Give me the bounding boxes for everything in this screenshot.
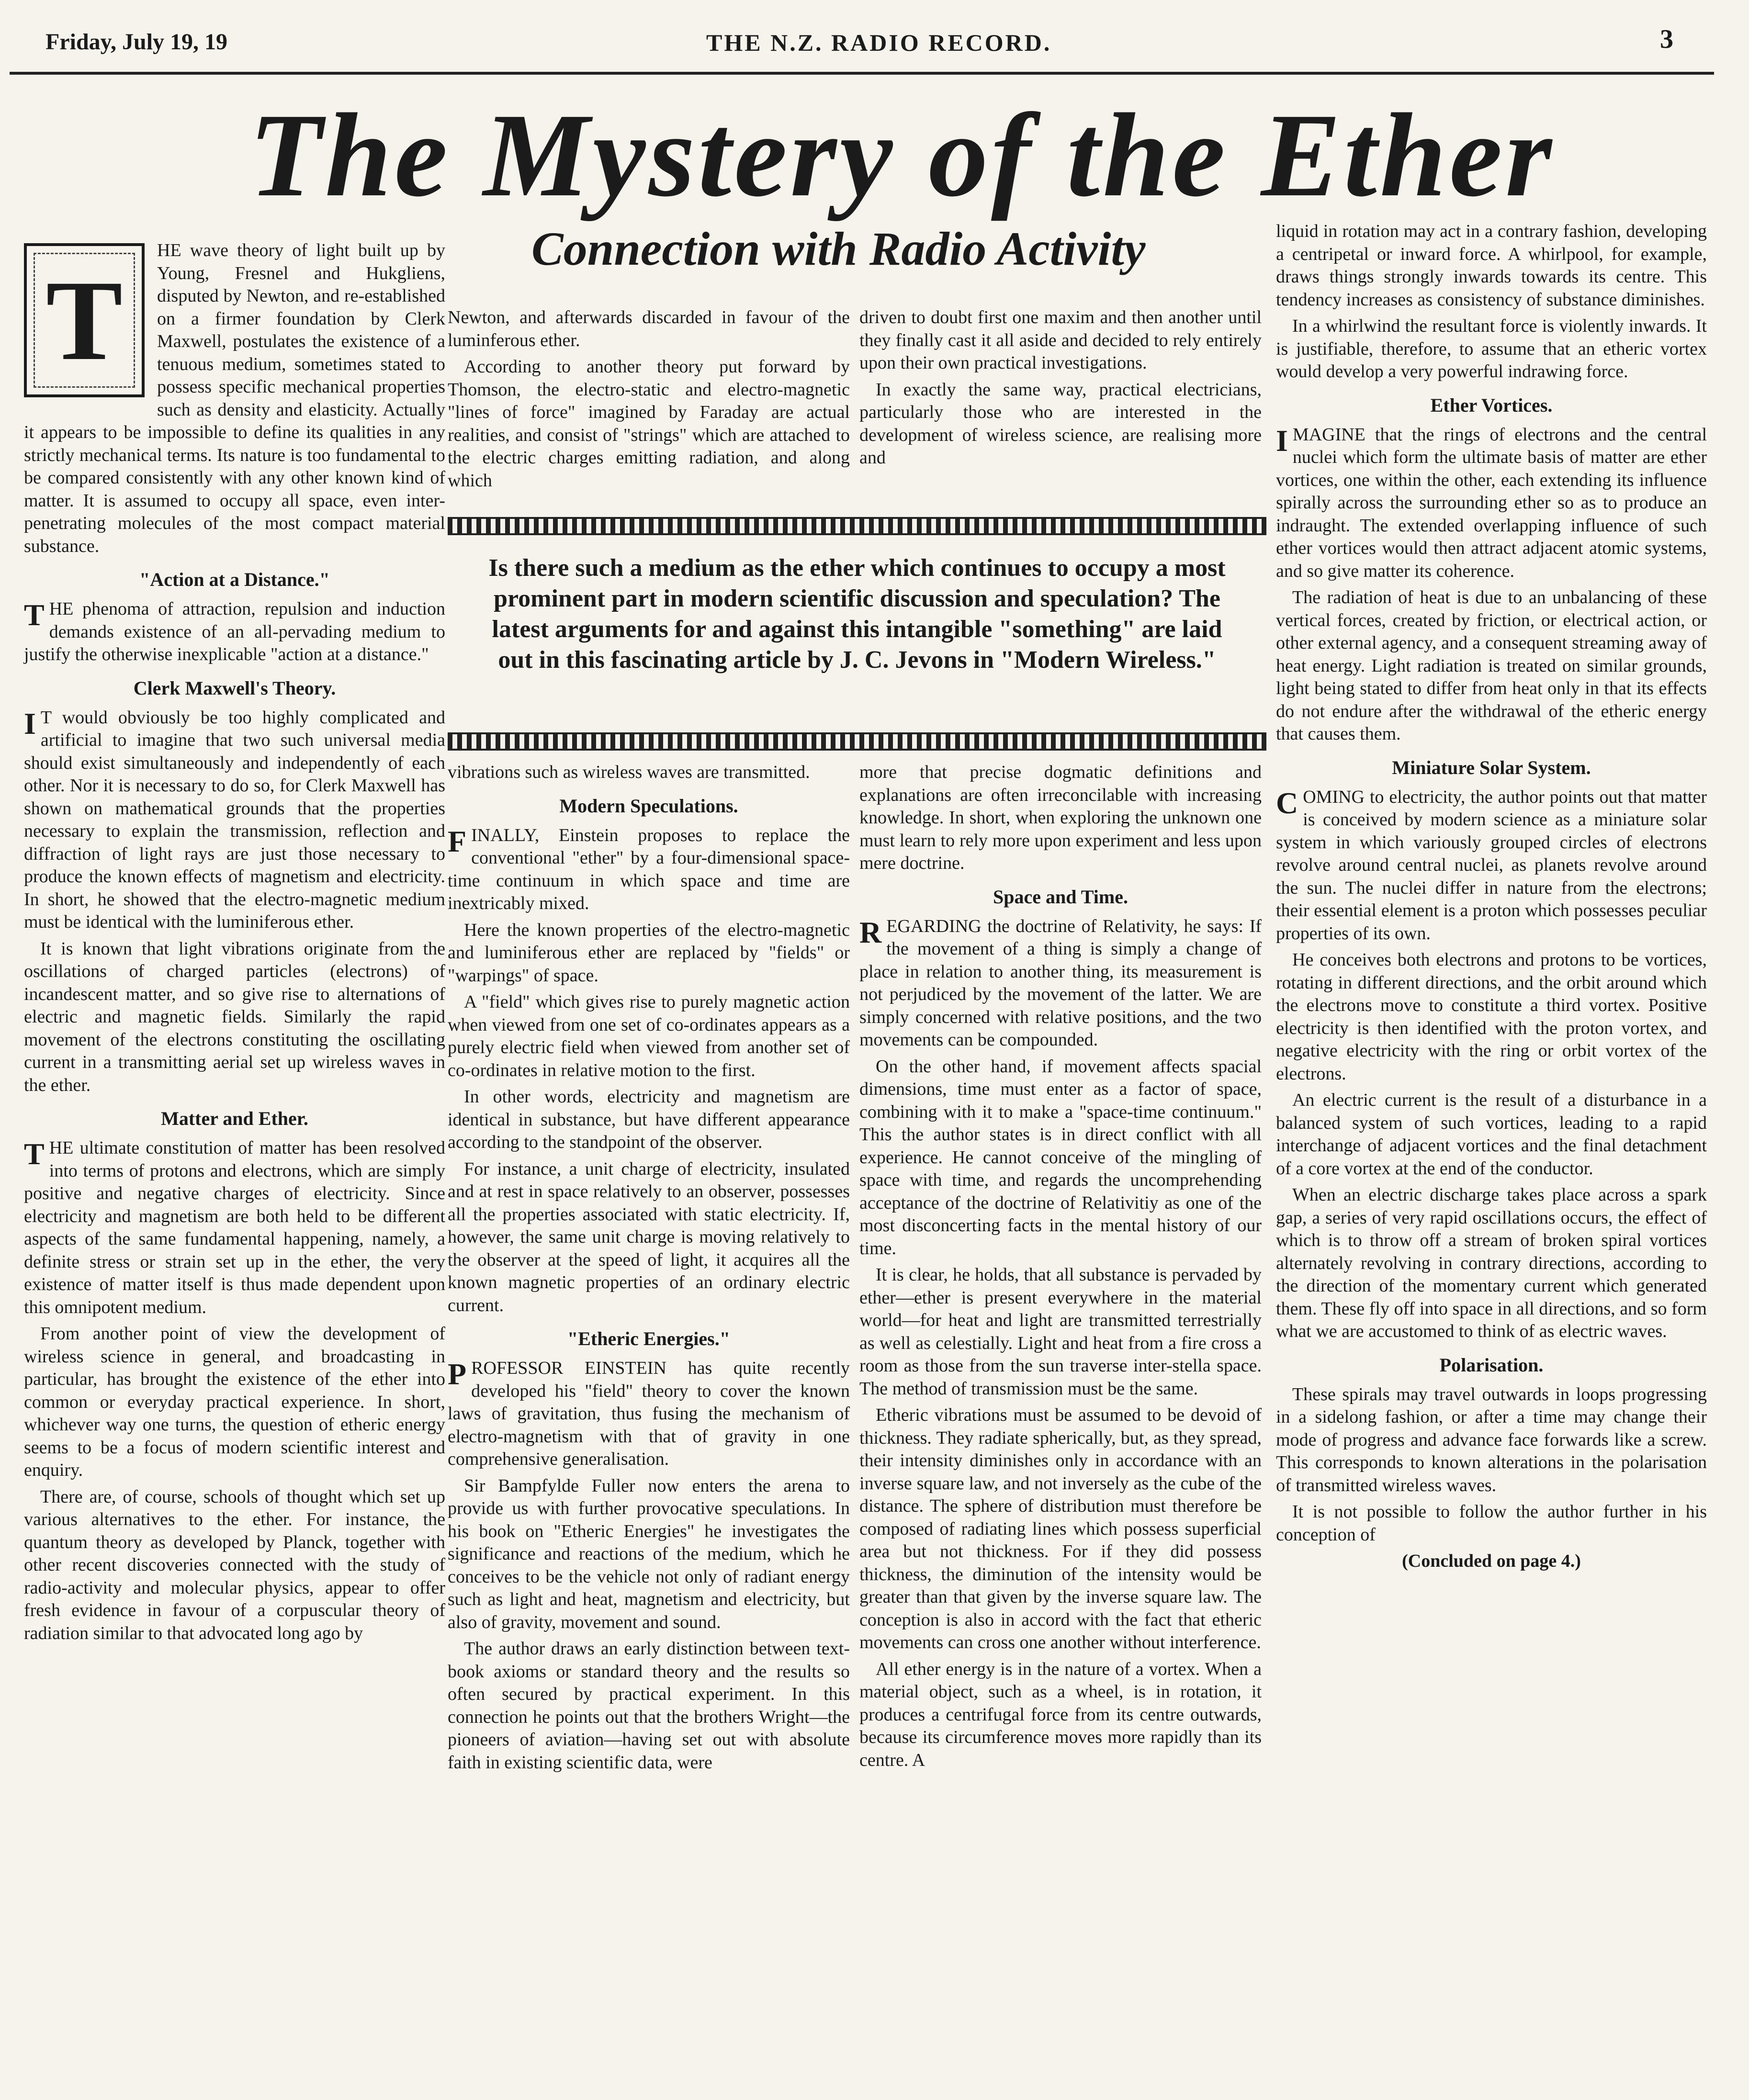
paragraph	[1276, 424, 1707, 583]
section-heading-ether-vortices: Ether Vortices.	[1430, 394, 1553, 416]
paragraph: These spirals may travel outwards in loops progressing in a sidelong fashion, or after a time may change their mode of progress and advance face forwards like a screw. This corresponds to known alterations in the polarisation of transmitted wireless waves.	[1276, 1384, 1707, 1495]
paragraph: It is clear, he holds, that all substance is pervaded by ether—ether is present everywhere in the material world—for heat and light are transmitted terrestrially as well as celestially. Light and heat from a fire cross a room as those from the sun traverse inter-stella space. The method of transmission must be the same.	[859, 1265, 1262, 1399]
paragraph: In exactly the same way, practical electricians, particularly those who are interested in the development of wireless science, are realising more and	[859, 379, 1262, 468]
paragraph: Etheric vibrations must be assumed to be devoid of thickness. They radiate spherically, but, as they spread, their intensity diminishes only in accordance with an inverse square law, and not inversely as the cube of the distance. The sphere of distribution must therefore be composed of radiating lines which possess superficial area but not thickness. For if they did possess thickness, the diminution of the intensity would be greater than that given by the inverse square law. The conception is also in accord with the fact that etheric movements can cross one another without interference.	[859, 1405, 1262, 1652]
paragraph-text: OMING to electricity, the author points out that matter is conceived by modern science as a miniature solar system in which variously grouped circles of electrons revolve around central nuclei, as planets revolve around the sun. The nuclei differ in nature from the electrons; their essential element is a proton which possesses peculiar properties of its own.	[1276, 786, 1707, 943]
paragraph: liquid in rotation may act in a contrary fashion, developing a centripetal or inward force. A whirlpool, for example, draws things strongly inwards towards its centre. This tendency increases as consistency of substance diminishes.	[1276, 221, 1707, 310]
paragraph	[859, 915, 1262, 1052]
paragraph: It is not possible to follow the author further in his conception of	[1276, 1502, 1707, 1545]
column-3	[859, 761, 1262, 1775]
paragraph: vibrations such as wireless waves are transmitted.	[448, 762, 810, 782]
paragraph-text: HE ultimate constitution of matter has been resolved into terms of protons and electrons, which are simply positive and negative charges of electricity. Since electricity and magnetism are both held to be different aspects of the same fundamental happening, namely, a definite stress or strain set up in the ether, the very existence of matter itself is thus made dependent upon this omnipotent medium.	[24, 1138, 445, 1317]
paragraph: In a whirlwind the resultant force is violently inwards. It is justifiable, therefore, to assume that an etheric vortex would develop a very powerful indrawing force.	[1276, 316, 1707, 382]
paragraph: Here the known properties of the electro-magnetic and luminiferous ether are replaced by "fields" or "warpings" of space.	[448, 920, 850, 986]
paragraph-text: EGARDING the doctrine of Relativity, he says: If the movement of a thing is simply a change of place in relation to another thing, its measurement is not perjudiced by the movement of the latter. We are simply concerned with relative positions, and the two movements can be compounded.	[859, 916, 1262, 1050]
paragraph	[448, 1357, 850, 1471]
paragraph: For instance, a unit charge of electricity, insulated and at rest in space relatively to an observer, possesses all the properties associated with static electricity. If, however, the same unit charge is moving relatively to the observer at the speed of light, it acquires all the known magnetic properties of an ordinary electric current.	[448, 1158, 850, 1315]
section-heading-action-at-a-distance: "Action at a Distance."	[139, 569, 330, 590]
paragraph: It is known that light vibrations originate from the oscillations of charged particles (electrons) of incandescent matter, and so give rise to alternations of electric and magnetic fields. Similarly the rapid movement of the electrons constituting the oscillating current in a transmitting aerial set up wireless waves in the ether.	[24, 938, 445, 1095]
paragraph: On the other hand, if movement affects spacial dimensions, time must enter as a factor of space, combining with it to make a "space-time continuum." This the author states is in direct conflict with all experience. He cannot conceive of the mingling of space with time, and regards the uncomprehending acceptance of the doctrine of Relativitiy as one of the most disconcerting facts in the mental history of our time.	[859, 1056, 1262, 1258]
publication-name: THE N.Z. RADIO RECORD.	[706, 29, 1052, 56]
initial-letter: T	[24, 1137, 45, 1171]
paragraph	[24, 707, 445, 934]
paragraph: According to another theory put forward by Thomson, the electro-static and electro-magnetic "lines of force" imagined by Faraday are actual realities, and consist of "strings" which are attached to the electric charges emitting radiation, and along which	[448, 357, 850, 491]
article-headline: The Mystery of the Ether	[249, 89, 1555, 222]
initial-letter: P	[448, 1357, 467, 1391]
section-heading-space-and-time: Space and Time.	[993, 886, 1128, 908]
column-2	[448, 761, 850, 1778]
article-subheadline: Connection with Radio Activity	[531, 222, 1146, 275]
article-standfirst: Is there such a medium as the ether which continues to occupy a most prominent part in modern scientific discussion and speculation? The latest arguments for and against this intangible "something" are laid out in this fascinating article by J. C. Jevons in "Modern Wireless."	[488, 554, 1226, 674]
initial-letter: R	[859, 915, 882, 949]
paragraph: more that precise dogmatic definitions and explanations are often irreconcilable with increasing knowledge. In short, when exploring the unknown one must learn to rely more upon experiment and less upon mere doctrine.	[859, 762, 1262, 873]
column-4	[1276, 220, 1707, 1577]
paragraph: driven to doubt first one maxim and then another until they finally cast it all aside and decided to rely entirely upon their own practical investigations.	[859, 307, 1262, 373]
decorative-border-top	[448, 517, 1266, 535]
paragraph-text: INALLY, Einstein proposes to replace the conventional "ether" by a four-dimensional space-time continuum in which space and time are inextricably mixed.	[448, 825, 850, 913]
paragraph: Newton, and afterwards discarded in favour of the luminferous ether.	[448, 307, 850, 350]
paragraph-text: ROFESSOR EINSTEIN has quite recently developed his "field" theory to cover the known laws of gravitation, thus fusing the mechanism of electro-magnetism with that of gravity in one comprehensive generalisation.	[448, 1358, 850, 1469]
section-heading-matter-and-ether: Matter and Ether.	[161, 1108, 308, 1129]
initial-letter: F	[448, 824, 467, 858]
paragraph	[24, 598, 445, 666]
section-heading-polarisation: Polarisation.	[1439, 1354, 1544, 1376]
column-1	[24, 239, 445, 1649]
section-heading-modern-speculations: Modern Speculations.	[559, 795, 738, 817]
paragraph: From another point of view the development of wireless science in general, and broadcasting in particular, has brought the existence of the ether into common or everyday practical experience. In short, whichever way one turns, the question of etheric energy seems to be a focus of modern scientific interest and enquiry.	[24, 1324, 445, 1480]
section-heading-miniature-solar-system: Miniature Solar System.	[1392, 756, 1591, 778]
paragraph: In other words, electricity and magnetism are identical in substance, but have different appearance according to the standpoint of the observer.	[448, 1087, 850, 1152]
initial-letter: T	[24, 598, 45, 632]
section-heading-etheric-energies: "Etheric Energies."	[567, 1328, 730, 1349]
paragraph: An electric current is the result of a disturbance in a balanced system of such vortices, leading to a rapid interchange of adjacent vortices and the final detachment of a core vortex at the end of the conductor.	[1276, 1090, 1707, 1179]
initial-letter: I	[1276, 423, 1288, 458]
section-heading-clerk-maxwells-theory: Clerk Maxwell's Theory.	[133, 677, 336, 699]
paragraph: He conceives both electrons and protons to be vortices, rotating in different directions, and the orbit around which the electrons move to constitute a third vortex. Positive electricity is then identified with the proton vortex, and negative electricity with the ring or orbit vortex of the electrons.	[1276, 950, 1707, 1084]
paragraph: The author draws an early distinction between text-book axioms or standard theory and the results so often secured by practical experiment. In this connection he points out that the brothers Wright—the pioneers of aviation—having set out with absolute faith in existing scientific data, were	[448, 1639, 850, 1773]
issue-date: Friday, July 19, 19	[45, 29, 228, 55]
paragraph: When an electric discharge takes place across a spark gap, a series of very rapid oscillations occurs, the effect of which is to throw off a stream of broken spiral vortices alternately revolving in contrary directions, according to the direction of the momentary current which generated them. These fly off into space in all directions, and so form what we are accustomed to think of as electric waves.	[1276, 1185, 1707, 1341]
page-number: 3	[1660, 24, 1673, 54]
ornamental-drop-cap	[24, 243, 145, 397]
paragraph: A "field" which gives rise to purely magnetic action when viewed from one set of co-ordinates appears as a purely electric field when viewed from another set of co-ordinates in relative motion to the first.	[448, 992, 850, 1080]
initial-letter: C	[1276, 786, 1298, 820]
paragraph-text: HE phenoma of attraction, repulsion and induction demands existence of an all-pervading medium to justify the otherwise inexplicable "action at a distance."	[24, 599, 445, 664]
masthead-rule	[10, 72, 1714, 75]
initial-letter: I	[24, 706, 36, 741]
decorative-border-bottom	[448, 732, 1266, 751]
paragraph	[1276, 786, 1707, 945]
paragraph: HE wave theory of light built up by Young, Fresnel and Hukgliens, disputed by Newton, and re-established on a firmer foundation by Clerk Maxwell, postulates the existence of a tenuous medium, sometimes stated to possess specific mechanical properties such as density and elasticity. Actually it appears to be impossible to define its qualities in any strictly mechanical terms. Its nature is too fundamental to be compared consistently with any other known kind of matter. It is assumed to occupy all space, even inter-penetrating molecules of the most compact material substance.	[24, 240, 445, 556]
paragraph: The radiation of heat is due to an unbalancing of these vertical forces, created by friction, or electrical action, or other external agency, and a consequent streaming away of heat energy. Light radiation is treated on similar grounds, light being stated to differ from heat only in that its effects do not endure after the withdrawal of the etheric energy that causes them.	[1276, 587, 1707, 744]
paragraph: Sir Bampfylde Fuller now enters the arena to provide us with further provocative speculations. In his book on "Etheric Energies" he investigates the significance and reactions of the medium, which he conceives to be the vehicle not only of radiant energy such as light and heat, magnetism and electricity, but also of gravity, movement and sound.	[448, 1475, 850, 1632]
column-2-top	[448, 306, 850, 496]
paragraph: All ether energy is in the nature of a vortex. When a material object, such as a wheel, is in rotation, it produces a centrifugal force from its centre outwards, because its circumference moves more rapidly than its centre. A	[859, 1659, 1262, 1770]
continued-note: (Concluded on page 4.)	[1402, 1551, 1581, 1571]
paragraph	[24, 1137, 445, 1319]
column-3-top	[859, 306, 1262, 473]
paragraph-text: T would obviously be too highly complicated and artificial to imagine that two such universal media should exist simultaneously and independently of each other. Nor it is necessary to do so, for Clerk Maxwell has shown on mathematical grounds that the properties necessary to explain the transmission, reflection and diffraction of light rays are just those necessary to produce the known effects of magnetism and electricity. In short, he showed that the electro-magnetic medium must be identical with the luminiferous ether.	[24, 707, 445, 932]
masthead	[45, 24, 1673, 62]
paragraph	[448, 824, 850, 915]
paragraph-text: MAGINE that the rings of electrons and the central nuclei which form the ultimate basis of matter are ether vortices, one within the other, each extending its influence spirally across the surrounding ether so as to produce an indraught. The extended overlapping influence of such ether vortices would then attract adjacent atomic systems, and so give matter its coherence.	[1276, 424, 1707, 581]
drop-cap-letter: T	[45, 257, 123, 384]
paragraph: There are, of course, schools of thought which set up various alternatives to the ether. For instance, the quantum theory as developed by Planck, together with other recent discoveries connected with the study of radio-activity and molecular physics, appear to offer fresh evidence in favour of a corpuscular theory of radiation similar to that advocated long ago by	[24, 1486, 445, 1643]
